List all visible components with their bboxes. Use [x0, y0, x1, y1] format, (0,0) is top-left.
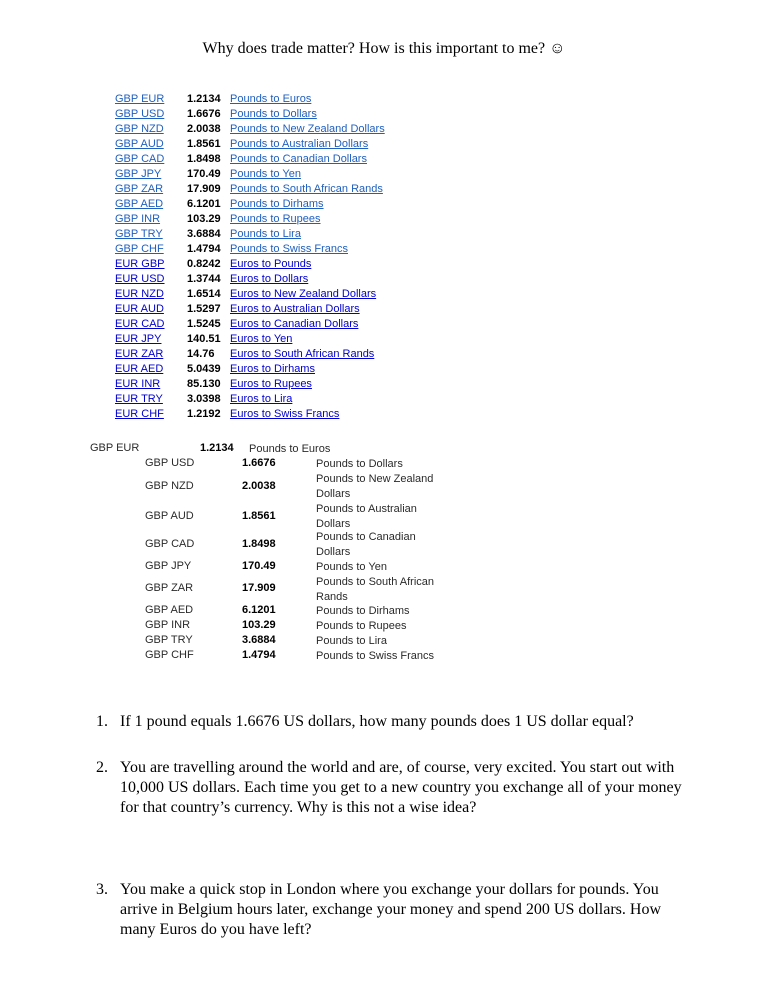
desc-label: Pounds to Rupees: [316, 620, 407, 632]
pair-link[interactable]: GBP AED: [115, 198, 164, 210]
pair-label: GBP AUD: [145, 510, 194, 522]
desc-label: Pounds to Euros: [249, 443, 331, 455]
desc-label: Pounds to Dirhams: [316, 605, 410, 617]
rate-value: 17.909: [187, 183, 221, 195]
rate-value: 1.8498: [187, 153, 221, 165]
desc-link[interactable]: Euros to South African Rands: [230, 348, 375, 360]
desc-label: Pounds to Swiss Francs: [316, 650, 434, 662]
desc-link[interactable]: Pounds to Yen: [230, 168, 301, 180]
rate-value: 1.2134: [200, 442, 234, 454]
rate-value: 6.1201: [242, 604, 276, 616]
pair-link[interactable]: EUR JPY: [115, 333, 162, 345]
pair-label: GBP JPY: [145, 560, 192, 572]
desc-link[interactable]: Pounds to South African Rands: [230, 183, 383, 195]
desc-label: Pounds to South African Rands: [316, 576, 435, 603]
pair-link[interactable]: GBP JPY: [115, 168, 162, 180]
rate-value: 3.6884: [187, 228, 221, 240]
pair-label: GBP INR: [145, 619, 191, 631]
pair-label: GBP CAD: [145, 538, 195, 550]
rate-value: 5.0439: [187, 363, 221, 375]
desc-label: Pounds to Australian Dollars: [316, 503, 417, 530]
page-title: Why does trade matter? How is this important to me? ☺: [202, 40, 566, 57]
desc-link[interactable]: Pounds to Rupees: [230, 213, 321, 225]
pair-label: GBP NZD: [145, 480, 194, 492]
question-number: 1.: [96, 713, 108, 730]
rate-value: 17.909: [242, 582, 276, 594]
rate-value: 1.4794: [187, 243, 221, 255]
desc-link[interactable]: Pounds to Dollars: [230, 108, 317, 120]
rate-value: 1.5245: [187, 318, 221, 330]
desc-link[interactable]: Euros to Pounds: [230, 258, 312, 270]
desc-label: Pounds to New Zealand Dollars: [316, 473, 434, 500]
desc-link[interactable]: Euros to Dollars: [230, 273, 309, 285]
rate-value: 85.130: [187, 378, 221, 390]
rate-value: 170.49: [242, 560, 276, 572]
pair-link[interactable]: EUR NZD: [115, 288, 164, 300]
pair-link[interactable]: GBP NZD: [115, 123, 164, 135]
pair-link[interactable]: GBP CHF: [115, 243, 164, 255]
pair-link[interactable]: EUR CHF: [115, 408, 164, 420]
pair-link[interactable]: EUR INR: [115, 378, 161, 390]
pair-link[interactable]: GBP ZAR: [115, 183, 164, 195]
question-number: 2.: [96, 759, 108, 776]
desc-link[interactable]: Euros to Canadian Dollars: [230, 318, 359, 330]
desc-link[interactable]: Euros to Swiss Francs: [230, 408, 340, 420]
question-number: 3.: [96, 881, 108, 898]
rate-value: 170.49: [187, 168, 221, 180]
rate-value: 3.0398: [187, 393, 221, 405]
pair-label: GBP ZAR: [145, 582, 194, 594]
rate-value: 2.0038: [242, 480, 276, 492]
desc-link[interactable]: Euros to Dirhams: [230, 363, 315, 375]
rate-value: 1.6676: [242, 457, 276, 469]
rate-value: 103.29: [187, 213, 221, 225]
desc-link[interactable]: Pounds to Australian Dollars: [230, 138, 369, 150]
rate-value: 1.5297: [187, 303, 221, 315]
pair-link[interactable]: GBP EUR: [115, 93, 165, 105]
pair-label: GBP TRY: [145, 634, 193, 646]
rate-value: 1.3744: [187, 273, 221, 285]
desc-link[interactable]: Pounds to Dirhams: [230, 198, 324, 210]
pair-label: GBP CHF: [145, 649, 194, 661]
question-2: [96, 758, 696, 818]
rate-value: 6.1201: [187, 198, 221, 210]
desc-link[interactable]: Pounds to Swiss Francs: [230, 243, 348, 255]
rate-value: 1.6676: [187, 108, 221, 120]
rate-value: 1.6514: [187, 288, 221, 300]
pair-link[interactable]: EUR AED: [115, 363, 164, 375]
pair-link[interactable]: GBP CAD: [115, 153, 165, 165]
rate-value: 3.6884: [242, 634, 276, 646]
question-text: If 1 pound equals 1.6676 US dollars, how many pounds does 1 US dollar equal?: [120, 713, 634, 730]
desc-link[interactable]: Pounds to Lira: [230, 228, 301, 240]
pair-link[interactable]: EUR ZAR: [115, 348, 164, 360]
pair-link[interactable]: GBP USD: [115, 108, 165, 120]
desc-link[interactable]: Euros to Australian Dollars: [230, 303, 360, 315]
desc-label: Pounds to Canadian Dollars: [316, 531, 416, 558]
rate-value: 1.8561: [187, 138, 221, 150]
desc-label: Pounds to Yen: [316, 561, 387, 573]
rate-value: 2.0038: [187, 123, 221, 135]
pair-label: GBP AED: [145, 604, 194, 616]
desc-link[interactable]: Euros to New Zealand Dollars: [230, 288, 377, 300]
desc-link[interactable]: Euros to Lira: [230, 393, 293, 405]
desc-label: Pounds to Lira: [316, 635, 387, 647]
pair-link[interactable]: GBP INR: [115, 213, 161, 225]
desc-link[interactable]: Euros to Rupees: [230, 378, 312, 390]
pair-label: GBP USD: [145, 457, 195, 469]
pair-link[interactable]: EUR TRY: [115, 393, 163, 405]
desc-link[interactable]: Pounds to New Zealand Dollars: [230, 123, 385, 135]
rate-value: 1.8561: [242, 510, 276, 522]
question-1: [96, 712, 696, 732]
pair-link[interactable]: GBP AUD: [115, 138, 164, 150]
desc-label: Pounds to Dollars: [316, 458, 403, 470]
rate-value: 14.76: [187, 348, 215, 360]
rate-value: 1.2134: [187, 93, 221, 105]
pair-link[interactable]: EUR AUD: [115, 303, 164, 315]
rate-value: 1.4794: [242, 649, 276, 661]
desc-link[interactable]: Euros to Yen: [230, 333, 293, 345]
desc-link[interactable]: Pounds to Canadian Dollars: [230, 153, 367, 165]
rate-value: 1.8498: [242, 538, 276, 550]
question-3: [96, 880, 696, 940]
pair-link[interactable]: EUR CAD: [115, 318, 165, 330]
desc-link[interactable]: Pounds to Euros: [230, 93, 312, 105]
rate-value: 0.8242: [187, 258, 221, 270]
pair-link[interactable]: EUR GBP: [115, 258, 165, 270]
pair-label: GBP EUR: [90, 442, 140, 454]
pair-link[interactable]: EUR USD: [115, 273, 165, 285]
question-text: You make a quick stop in London where you exchange your dollars for pounds. You arrive in Belgium hours later, exchange your money and spend 200 US dollars. How many Euros do you have left?: [120, 881, 662, 938]
question-text: You are travelling around the world and are, of course, very excited. You start out with 10,000 US dollars. Each time you get to a new country you exchange all of your money for that country’s currency. Why is this not a wise idea?: [120, 759, 682, 816]
pair-link[interactable]: GBP TRY: [115, 228, 163, 240]
rate-value: 140.51: [187, 333, 221, 345]
rate-value: 1.2192: [187, 408, 221, 420]
rate-value: 103.29: [242, 619, 276, 631]
